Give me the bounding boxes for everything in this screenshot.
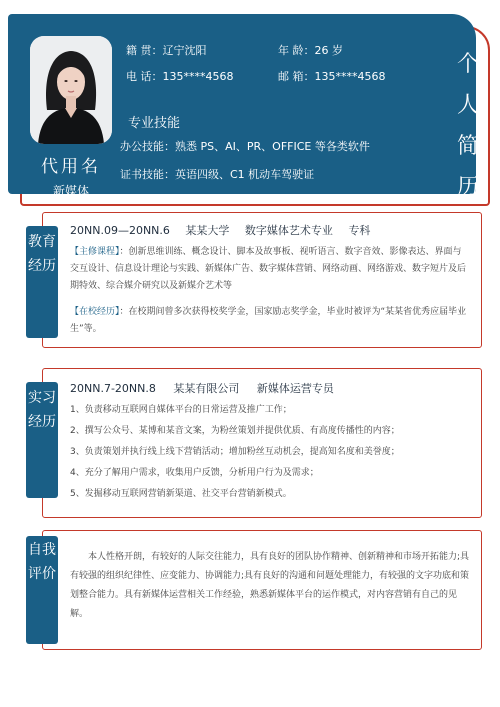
info-label: 年 龄：	[278, 44, 315, 57]
education-tab: 教育经历	[26, 226, 58, 338]
skill-value: 英语四级、C1 机动车驾驶证	[175, 168, 315, 181]
profile-photo	[30, 36, 112, 144]
info-label: 籍 贯：	[126, 44, 163, 57]
info-label: 电 话：	[126, 70, 163, 83]
experience-item: 2、撰写公众号、某博和某音文案，为粉丝策划并提供优质、有高度传播性的内容；	[70, 426, 400, 436]
experience-company: 某某有限公司	[173, 382, 240, 395]
skills-title: 专业技能	[128, 116, 181, 131]
education-honors	[70, 304, 470, 338]
skill-label: 办公技能：	[120, 140, 175, 153]
honors-label: 【在校经历】	[70, 307, 120, 317]
info-phone	[126, 68, 234, 84]
experience-role: 新媒体运营专员	[256, 382, 334, 395]
header-panel	[8, 14, 479, 200]
experience-item: 5、发掘移动互联网营销新渠道、社交平台营销新模式。	[70, 489, 292, 499]
experience-list	[70, 402, 470, 503]
honors-text: ：在校期间曾多次获得校奖学金，国家励志奖学金，毕业时被评为“某某省优秀应届毕业生”等。	[70, 307, 467, 334]
info-hometown	[126, 42, 207, 58]
education-period: 20NN.09—20NN.6	[70, 224, 170, 237]
education-school: 某某大学	[185, 224, 230, 237]
experience-item: 1、负责移动互联网自媒体平台的日常运营及推广工作；	[70, 405, 292, 415]
info-age	[278, 42, 343, 58]
skill-certificate	[120, 166, 314, 182]
experience-tab: 实习经历	[26, 382, 58, 498]
info-email	[278, 68, 386, 84]
self-eval-tab: 自我评价	[26, 536, 58, 644]
experience-header	[70, 380, 334, 396]
self-eval-text: 本人性格开朗，有较好的人际交往能力，具有良好的团队协作精神、创新精神和市场开拓能力;具有较强的组织纪律性、应变能力、协调能力;具有良好的沟通和问题处理能力，有较强的文字功底和策划整合能力。具有新媒体运营相关工作经验，熟悉新媒体平台的运作模式，对内容营销有自己的见解。	[70, 552, 470, 619]
education-header	[70, 222, 370, 238]
resume-title: 个人简历	[456, 52, 479, 200]
info-value: 135****4568	[162, 70, 234, 83]
info-value: 辽宁沈阳	[162, 44, 207, 57]
info-value: 135****4568	[314, 70, 386, 83]
skill-office	[120, 138, 370, 154]
experience-item: 3、负责策划并执行线上线下营销活动；增加粉丝互动机会，提高知名度和美誉度；	[70, 447, 400, 457]
education-courses	[70, 244, 470, 295]
candidate-position: 新媒体	[52, 184, 89, 198]
info-label: 邮 箱：	[278, 70, 315, 83]
experience-item: 4、充分了解用户需求，收集用户反馈，分析用户行为及需求；	[70, 468, 319, 478]
info-value: 26 岁	[314, 44, 343, 57]
courses-text: ：创新思维训练、概念设计、脚本及故事板、视听语言、数字音效、影像表达、界面与交互设计、信息设计理论与实践、新媒体广告、数字媒体营销、网络动画、网络游戏、数字短片及后期特效、综合媒介研究以及新媒介艺术等	[70, 247, 467, 291]
skill-value: 熟悉 PS、AI、PR、OFFICE 等各类软件	[175, 140, 370, 153]
education-major: 数字媒体艺术专业	[244, 224, 333, 237]
skill-label: 证书技能：	[120, 168, 175, 181]
candidate-name: 代用名	[41, 157, 101, 177]
education-degree: 专科	[348, 224, 371, 237]
courses-label: 【主修课程】	[70, 247, 120, 257]
experience-period: 20NN.7-20NN.8	[70, 382, 156, 395]
